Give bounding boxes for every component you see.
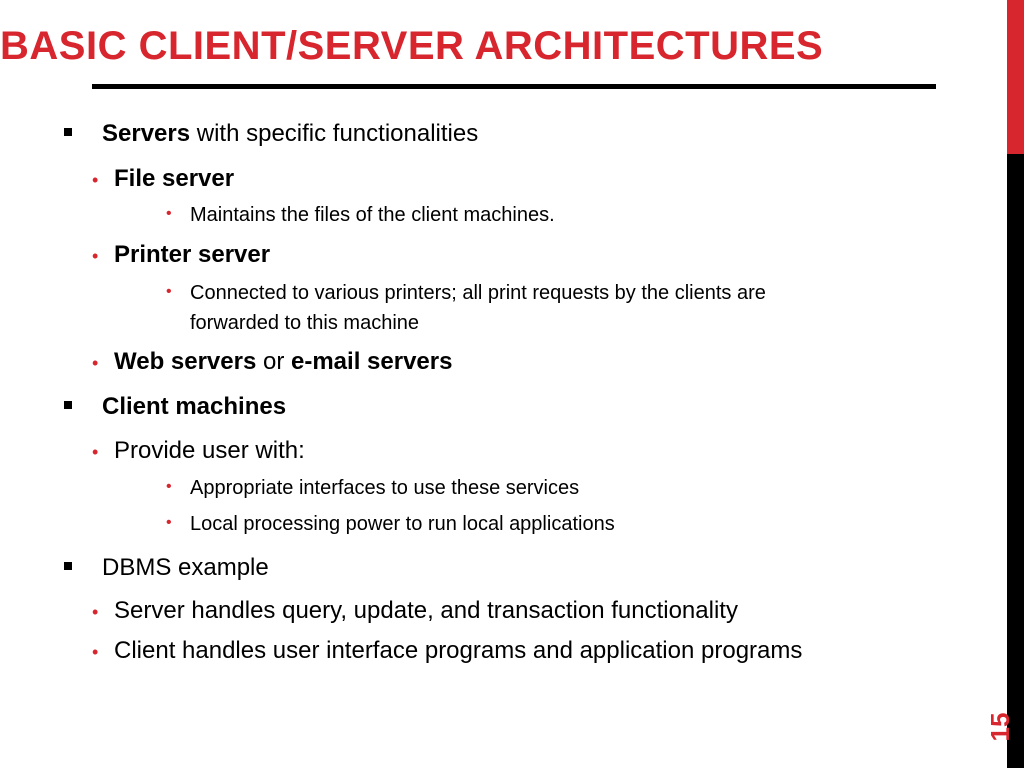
bullet-printer-server [114, 241, 270, 269]
square-bullet-icon [64, 401, 72, 409]
round-bullet-icon: • [92, 442, 99, 462]
bullet-web-servers [114, 348, 452, 376]
bullet-provide-user: Provide user with: [114, 437, 305, 464]
round-bullet-icon: • [166, 205, 172, 222]
servers-rest: with specific functionalities [190, 120, 479, 147]
bullet-dbms-item-1: Server handles query, update, and transaction functionality [114, 597, 738, 624]
round-bullet-icon: • [166, 514, 172, 531]
square-bullet-icon [64, 562, 72, 570]
bullet-provide-item-1: Appropriate interfaces to use these services [190, 477, 580, 499]
bullet-client-machines [102, 393, 286, 421]
bullet-file-server [114, 165, 234, 193]
bullet-printer-server-desc-1: Connected to various printers; all print requests by the clients are [190, 282, 766, 304]
round-bullet-icon: • [92, 353, 99, 373]
servers-bold: Servers [102, 120, 191, 147]
square-bullet-icon [64, 128, 72, 136]
round-bullet-icon: • [92, 170, 99, 190]
round-bullet-icon: • [166, 283, 172, 300]
bullet-servers [102, 120, 478, 148]
email-servers-bold: e-mail servers [291, 348, 453, 375]
bullet-dbms-item-2: Client handles user interface programs and application programs [114, 637, 803, 664]
title-underline [92, 84, 936, 89]
bullet-file-server-desc: Maintains the files of the client machines. [190, 204, 555, 226]
bullet-provide-item-2: Local processing power to run local applications [190, 513, 615, 535]
printer-server-label: Printer server [114, 241, 271, 268]
bullet-dbms-example: DBMS example [102, 554, 269, 581]
file-server-label: File server [114, 165, 235, 192]
round-bullet-icon: • [92, 642, 99, 662]
client-machines-label: Client machines [102, 393, 287, 420]
sidebar-accent-dark [1007, 154, 1024, 768]
round-bullet-icon: • [92, 246, 99, 266]
web-servers-bold: Web servers [114, 348, 257, 375]
page-number: 15 [985, 712, 1015, 742]
bullet-printer-server-desc-2: forwarded to this machine [190, 312, 420, 334]
slide-title: BASIC CLIENT/SERVER ARCHITECTURES [0, 24, 824, 68]
web-servers-or: or [256, 348, 291, 375]
round-bullet-icon: • [92, 602, 99, 622]
round-bullet-icon: • [166, 478, 172, 495]
sidebar-accent-red [1007, 0, 1024, 154]
